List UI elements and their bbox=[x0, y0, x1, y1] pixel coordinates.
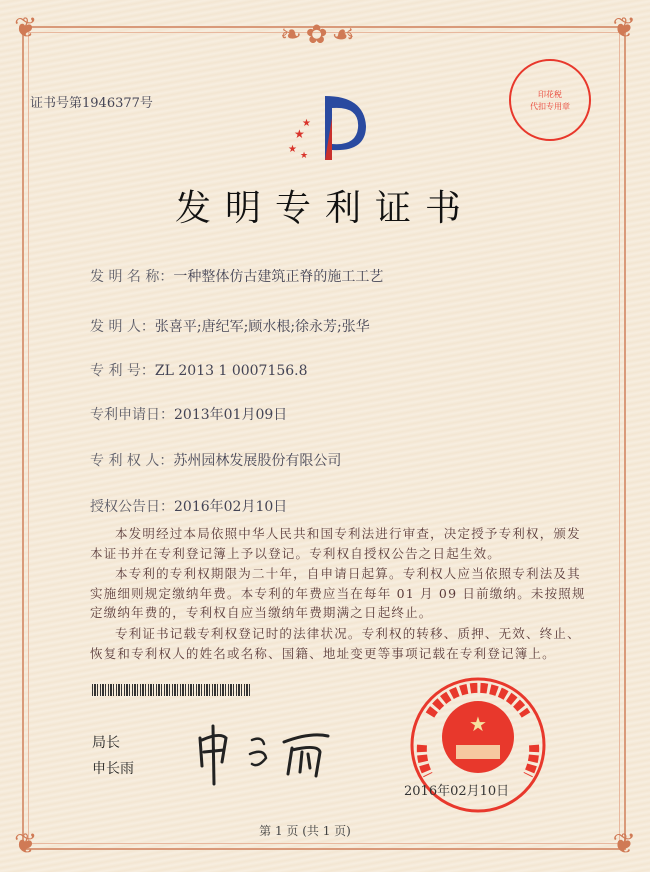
field-label: 发 明 名 称： bbox=[90, 269, 174, 285]
paragraph: 专利证书记载专利权登记时的法律状况。专利权的转移、质押、无效、终止、恢复和专利权人的姓名或名称、国籍、地址变更等事项记载在专利登记簿上。 bbox=[90, 626, 581, 661]
field-value: 苏州园林发展股份有限公司 bbox=[173, 453, 342, 469]
svg-text:★: ★ bbox=[300, 151, 309, 161]
page-footer: 第 1 页 (共 1 页) bbox=[259, 824, 351, 838]
field-value: 2013年01月09日 bbox=[174, 407, 288, 423]
field-label: 专 利 权 人： bbox=[90, 453, 174, 469]
signature bbox=[192, 718, 342, 788]
field-value: 一种整体仿古建筑正脊的施工工艺 bbox=[173, 269, 384, 285]
barcode bbox=[92, 684, 250, 696]
field-label: 专 利 号： bbox=[90, 363, 155, 379]
corner-ornament: ❦ bbox=[612, 11, 636, 44]
svg-text:印花税: 印花税 bbox=[538, 90, 562, 99]
tax-stamp bbox=[505, 55, 595, 145]
field-value: 2016年02月10日 bbox=[174, 499, 288, 515]
field-application-date bbox=[90, 404, 287, 424]
corner-ornament: ❦ bbox=[14, 827, 38, 860]
field-invention-name bbox=[90, 266, 383, 286]
corner-ornament: ❦ bbox=[612, 827, 636, 860]
svg-text:★: ★ bbox=[294, 127, 305, 141]
field-value: ZL 2013 1 0007156.8 bbox=[154, 363, 308, 379]
paragraph: 本发明经过本局依照中华人民共和国专利法进行审查，决定授予专利权，颁发本证书并在专利登记簿上予以登记。专利权自授权公告之日起生效。 bbox=[90, 526, 581, 561]
field-patent-number bbox=[90, 360, 308, 380]
paragraph: 本专利的专利权期限为二十年，自申请日起算。专利权人应当依照专利法及其实施细则规定缴纳年费。本专利的年费应当在每年 01 月 09 日前缴纳。未按照规定缴纳年费的，专利权自应当缴纳年费期满之日起终止。 bbox=[90, 566, 586, 620]
field-label: 授权公告日： bbox=[90, 499, 174, 515]
certificate-number: 证书号第1946377号 bbox=[30, 96, 153, 111]
top-ornament: ❧✿☙ bbox=[280, 20, 359, 50]
svg-text:★: ★ bbox=[469, 712, 487, 736]
page-title: 发明专利证书 bbox=[174, 188, 475, 229]
svg-text:代扣专用章: 代扣专用章 bbox=[530, 102, 570, 111]
field-patentee bbox=[90, 450, 341, 470]
seal-date: 2016年02月10日 bbox=[404, 784, 510, 799]
svg-text:★: ★ bbox=[302, 118, 311, 129]
field-label: 发 明 人： bbox=[90, 319, 155, 335]
patent-office-logo bbox=[280, 88, 380, 168]
signatory-title: 局长 bbox=[92, 735, 120, 751]
svg-text:★: ★ bbox=[288, 144, 297, 155]
field-inventors bbox=[90, 316, 370, 336]
field-value: 张喜平;唐纪军;顾水根;徐永芳;张华 bbox=[154, 319, 370, 335]
corner-ornament: ❦ bbox=[14, 11, 38, 44]
signatory-name: 申长雨 bbox=[92, 761, 134, 777]
field-grant-date bbox=[90, 496, 287, 516]
field-label: 专利申请日： bbox=[90, 407, 174, 423]
